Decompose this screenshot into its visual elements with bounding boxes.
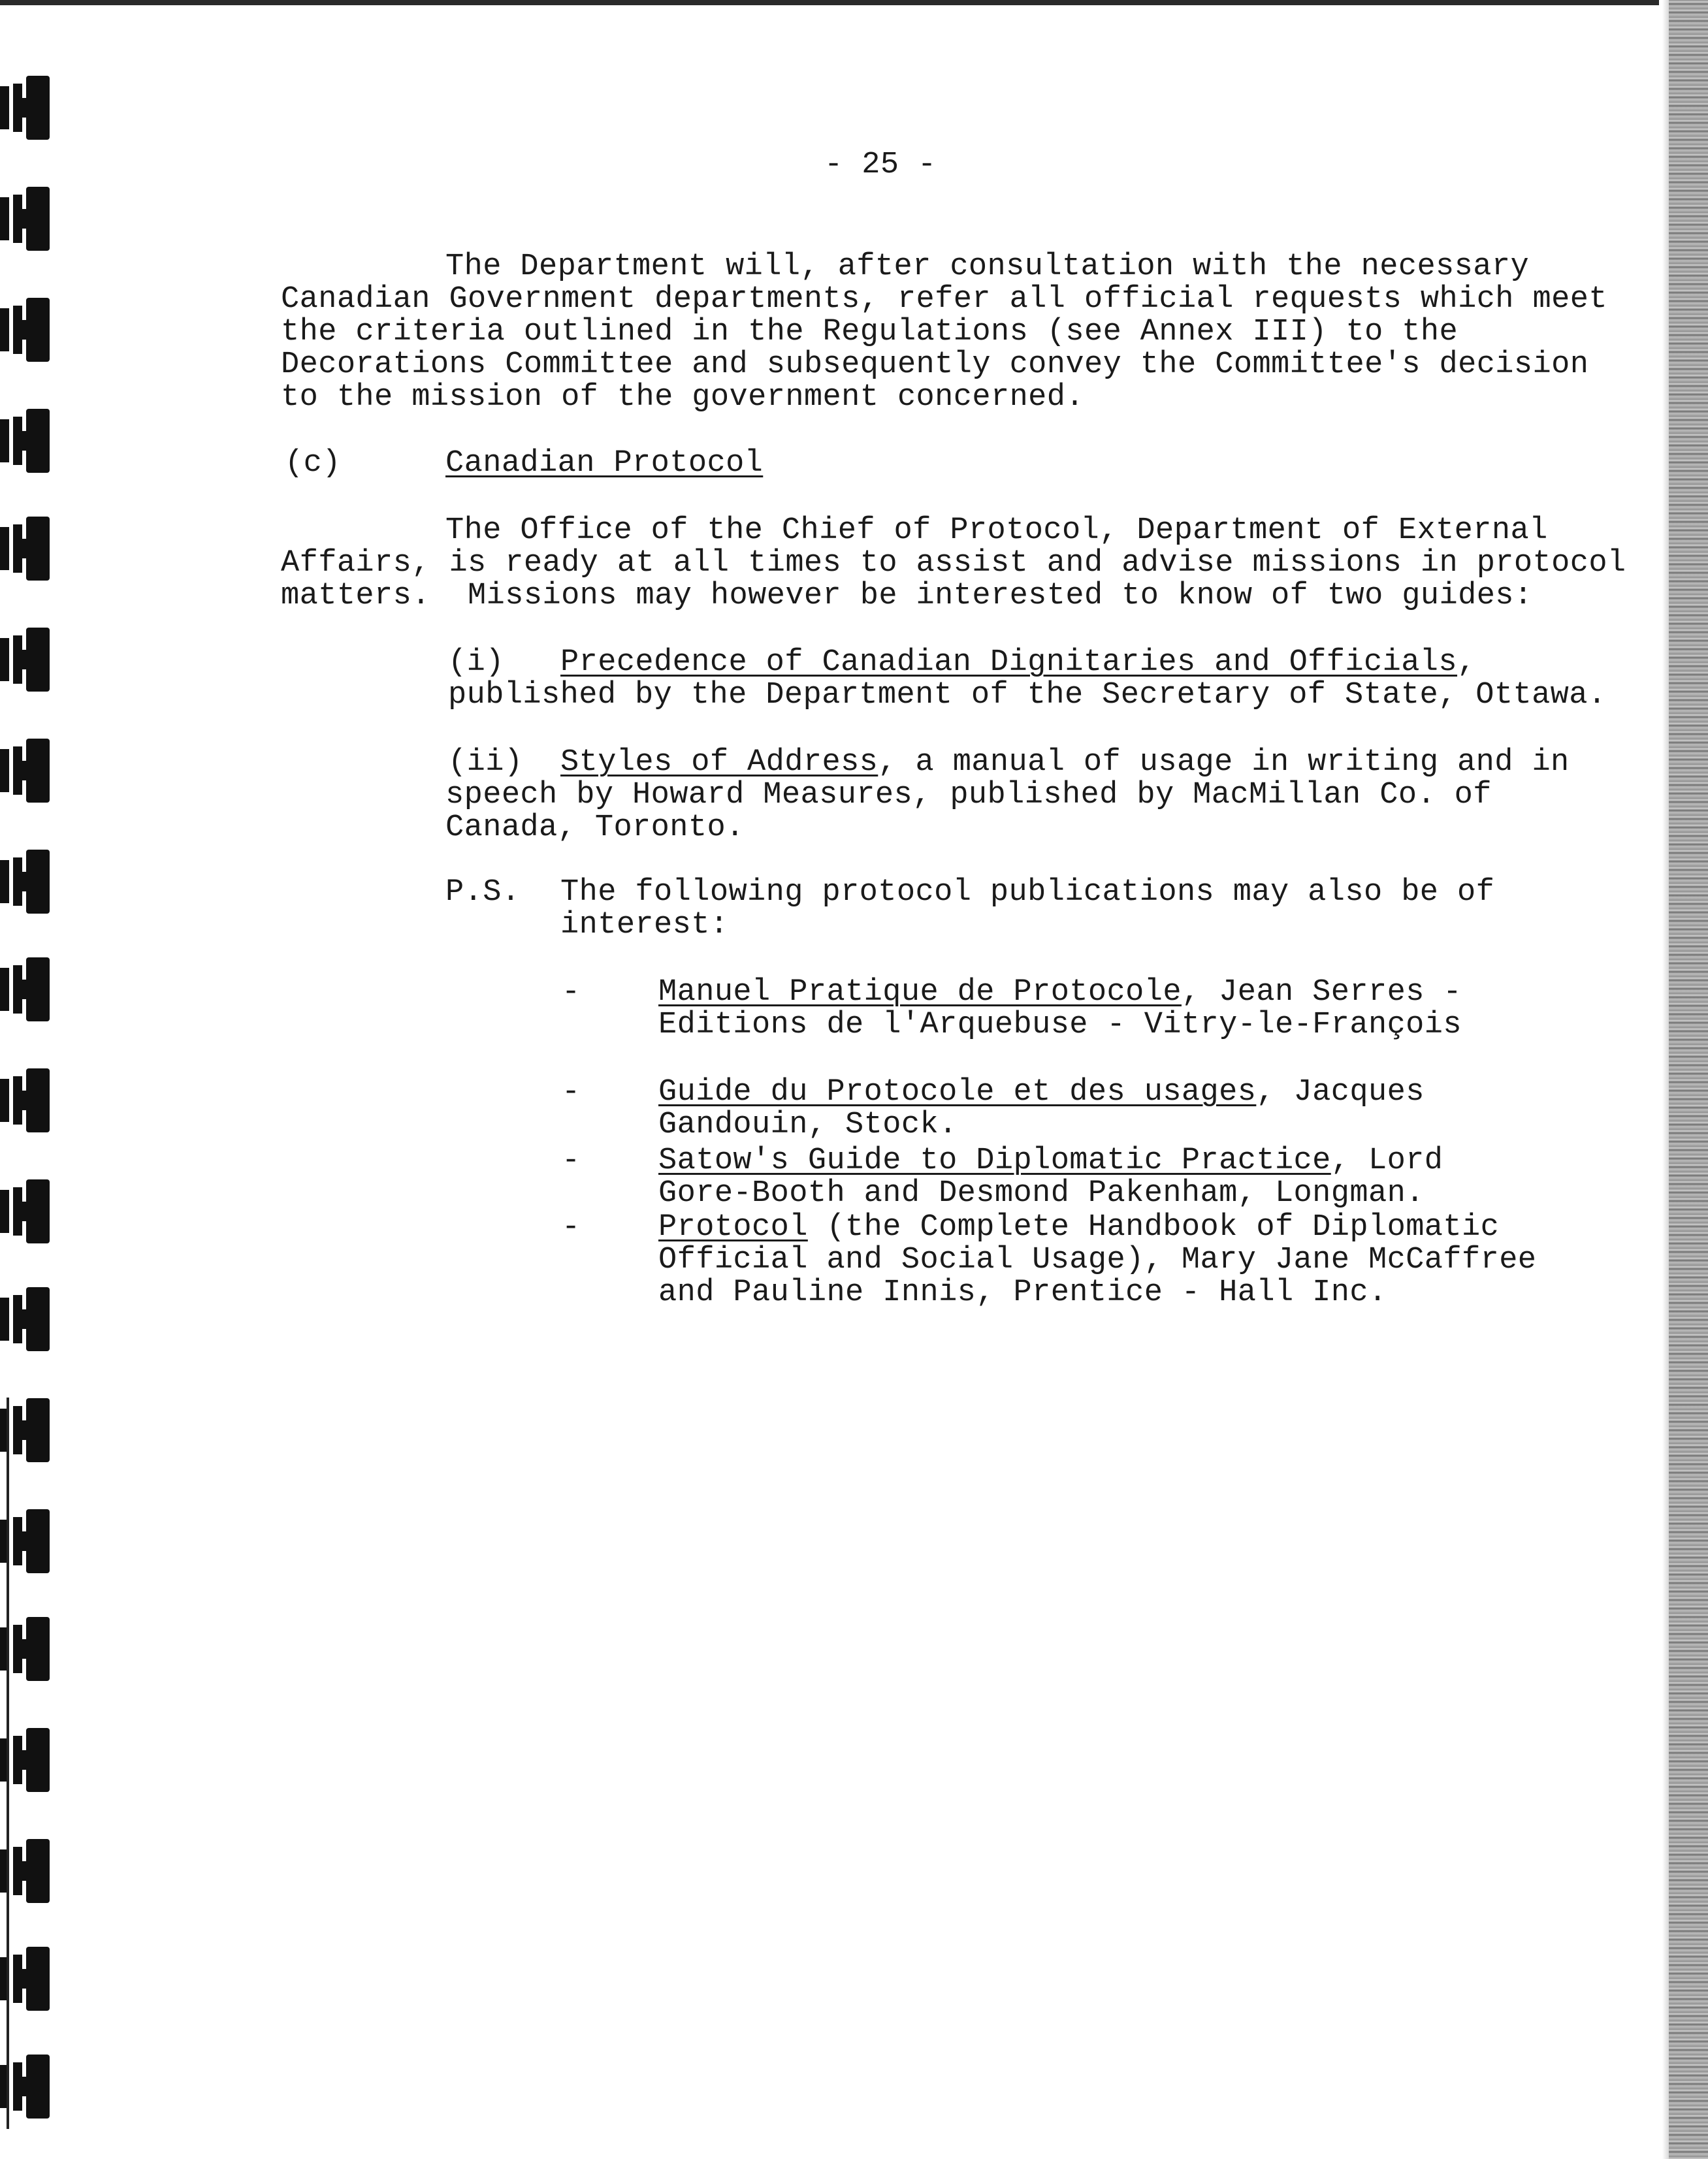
binding-ring bbox=[0, 1283, 52, 1355]
guide-marker: (i) bbox=[448, 645, 504, 680]
guide-title: Styles of Address bbox=[560, 745, 878, 780]
page-edge-shadow bbox=[1662, 0, 1669, 2159]
ps-marker: P.S. bbox=[445, 875, 521, 910]
publication-title-rest: , Jacques bbox=[1256, 1075, 1425, 1110]
guide-line: Canada, Toronto. bbox=[445, 810, 745, 845]
guide-first-line bbox=[560, 746, 1570, 779]
paragraph-line: The Office of the Chief of Protocol, Department of External bbox=[445, 513, 1548, 548]
publication-title-rest: (the Complete Handbook of Diplomatic bbox=[807, 1210, 1500, 1245]
binding-ring bbox=[0, 513, 52, 584]
list-dash: - bbox=[562, 1075, 581, 1110]
binding-ring bbox=[0, 1175, 52, 1247]
scanner-edge-strip bbox=[1669, 0, 1708, 2159]
ps-line: The following protocol publications may also be of bbox=[560, 875, 1495, 910]
paragraph-line: to the mission of the government concerned. bbox=[281, 380, 1084, 415]
publication-line: Editions de l'Arquebuse - Vitry-le-François bbox=[658, 1008, 1462, 1042]
spiral-binding bbox=[0, 0, 59, 2159]
publication-line: and Pauline Innis, Prentice - Hall Inc. bbox=[658, 1275, 1387, 1310]
paragraph-line: Decorations Committee and subsequently convey the Committee's decision bbox=[281, 347, 1589, 382]
list-dash: - bbox=[562, 1210, 581, 1245]
paragraph-line: The Department will, after consultation with the necessary bbox=[445, 249, 1530, 284]
publication-title: Protocol bbox=[658, 1210, 808, 1245]
guide-line: published by the Department of the Secretary of State, Ottawa. bbox=[448, 678, 1607, 712]
publication-title: Manuel Pratique de Protocole bbox=[658, 975, 1182, 1010]
binding-ring bbox=[0, 846, 52, 918]
list-dash: - bbox=[562, 1143, 581, 1178]
guide-title: Precedence of Canadian Dignitaries and Officials bbox=[560, 645, 1458, 680]
publication-line: Gandouin, Stock. bbox=[658, 1108, 958, 1142]
publication-title-rest: , Jean Serres - bbox=[1181, 975, 1462, 1010]
binding-ring bbox=[0, 72, 52, 144]
publication-first-line bbox=[658, 976, 1462, 1009]
publication-title-rest: , Lord bbox=[1330, 1143, 1443, 1178]
publication-first-line bbox=[658, 1145, 1443, 1177]
publication-first-line bbox=[658, 1211, 1499, 1244]
guide-line: speech by Howard Measures, published by MacMillan Co. of bbox=[445, 778, 1492, 812]
list-dash: - bbox=[562, 975, 581, 1010]
guide-title-rest: , a manual of usage in writing and in bbox=[878, 745, 1570, 780]
paragraph-line: Canadian Government departments, refer all official requests which meet bbox=[281, 282, 1607, 317]
binding-ring bbox=[0, 735, 52, 807]
guide-title-rest: , bbox=[1457, 645, 1476, 680]
binding-ring bbox=[0, 294, 52, 366]
page-number: - 25 - bbox=[824, 148, 937, 182]
guide-marker: (ii) bbox=[448, 745, 523, 780]
page-top-edge bbox=[0, 0, 1659, 5]
publication-first-line bbox=[658, 1076, 1425, 1109]
guide-first-line bbox=[560, 647, 1476, 679]
section-marker: (c) bbox=[285, 446, 341, 481]
section-heading: Canadian Protocol bbox=[445, 446, 764, 481]
publication-line: Gore-Booth and Desmond Pakenham, Longman. bbox=[658, 1176, 1425, 1211]
binding-ring bbox=[0, 1064, 52, 1136]
ps-line: interest: bbox=[560, 908, 729, 942]
paragraph-line: the criteria outlined in the Regulations (see Annex III) to the bbox=[281, 315, 1458, 349]
publication-title: Guide du Protocole et des usages bbox=[658, 1075, 1257, 1110]
binding-spine bbox=[7, 1398, 9, 2129]
binding-ring bbox=[0, 183, 52, 255]
publication-title: Satow's Guide to Diplomatic Practice bbox=[658, 1143, 1331, 1178]
publication-line: Official and Social Usage), Mary Jane McCaffree bbox=[658, 1243, 1537, 1277]
binding-ring bbox=[0, 953, 52, 1025]
binding-ring bbox=[0, 624, 52, 696]
paragraph-line: matters. Missions may however be interested to know of two guides: bbox=[281, 579, 1533, 613]
paragraph-line: Affairs, is ready at all times to assist and advise missions in protocol bbox=[281, 546, 1626, 581]
binding-ring bbox=[0, 405, 52, 477]
